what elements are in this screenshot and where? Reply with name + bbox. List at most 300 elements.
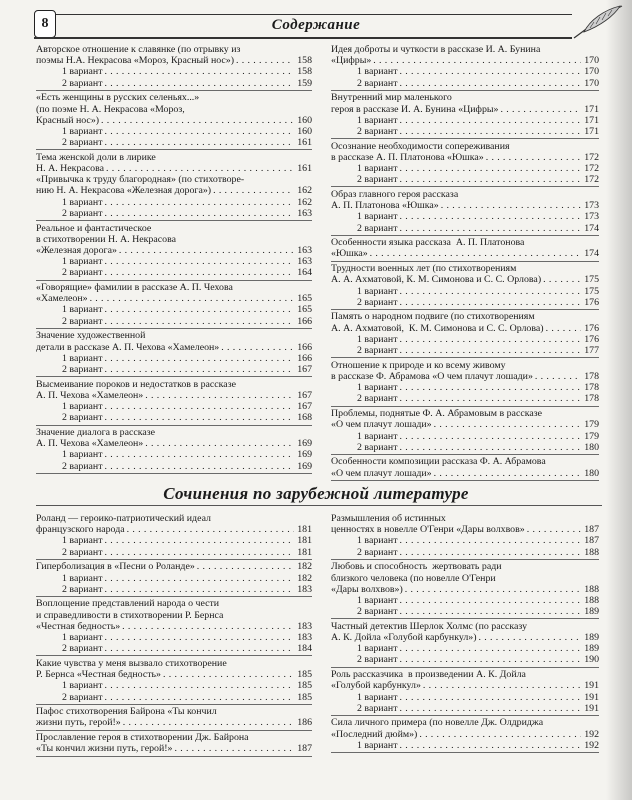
- toc-leader-dots: [105, 632, 294, 643]
- page-title: Содержание: [271, 17, 361, 33]
- toc-title-line: [36, 743, 312, 754]
- toc-title-line: [331, 237, 599, 248]
- toc-title-line: [331, 141, 599, 152]
- toc-text: 2 вариант: [357, 441, 398, 453]
- toc-page-number: 176: [584, 296, 599, 308]
- toc-leader-dots: [500, 104, 581, 115]
- toc-leader-dots: [105, 197, 294, 208]
- toc-text: 2 вариант: [357, 222, 398, 234]
- toc-leader-dots: [400, 126, 581, 137]
- toc-text: 1 вариант: [62, 535, 103, 547]
- toc-variant-line: [331, 126, 599, 137]
- toc-column-left-top: [36, 44, 312, 475]
- toc-leader-dots: [105, 449, 294, 460]
- toc-page-number: 188: [584, 583, 599, 595]
- toc-text: 2 вариант: [62, 77, 103, 89]
- toc-leader-dots: [105, 364, 294, 375]
- toc-variant-line: [331, 547, 599, 558]
- toc-title-line: [36, 561, 312, 572]
- toc-leader-dots: [405, 584, 581, 595]
- toc-text: (по поэме Н. А. Некрасова «Мороз,: [36, 103, 185, 115]
- toc-text: 1 вариант: [357, 739, 398, 751]
- toc-text: ценностях в новелле О'Генри «Дары волхвов»: [331, 524, 525, 536]
- toc-text: 1 вариант: [357, 211, 398, 223]
- toc-leader-dots: [105, 126, 294, 137]
- toc-title-line: [331, 200, 599, 211]
- toc-text: 1 вариант: [357, 66, 398, 78]
- toc-page-number: 192: [584, 739, 599, 751]
- toc-title-line: [36, 427, 312, 438]
- toc-text: Р. Бернса «Честная бедность»: [36, 669, 161, 681]
- toc-leader-dots: [105, 573, 294, 584]
- toc-leader-dots: [400, 703, 581, 714]
- toc-leader-dots: [419, 729, 581, 740]
- toc-variant-line: [36, 197, 312, 208]
- toc-variant-line: [331, 163, 599, 174]
- toc-text: Красный нос»): [36, 114, 100, 126]
- toc-text: Прославление героя в стихотворении Дж. Байрона: [36, 732, 249, 744]
- toc-page-number: 161: [297, 163, 312, 175]
- toc-text: близкого человека (по новелле О'Генри: [331, 572, 496, 584]
- toc-leader-dots: [105, 267, 294, 278]
- toc-variant-line: [331, 286, 599, 297]
- toc-leader-dots: [400, 345, 581, 356]
- toc-page-number: 177: [584, 345, 599, 357]
- toc-page-number: 183: [297, 583, 312, 595]
- toc-text: 1 вариант: [357, 594, 398, 606]
- toc-leader-dots: [213, 185, 294, 196]
- toc-leader-dots: [105, 304, 294, 315]
- toc-variant-line: [36, 547, 312, 558]
- toc-leader-dots: [105, 401, 294, 412]
- toc-entry: [331, 717, 599, 753]
- toc-page-number: 176: [584, 333, 599, 345]
- toc-leader-dots: [543, 274, 581, 285]
- toc-page-number: 165: [297, 293, 312, 305]
- toc-text: Любовь и способность жертвовать ради: [331, 561, 502, 573]
- toc-text: Частный детектив Шерлок Холмс (по рассказу: [331, 620, 528, 632]
- toc-page-number: 183: [297, 620, 312, 632]
- toc-title-line: [331, 621, 599, 632]
- toc-variant-line: [331, 78, 599, 89]
- toc-page-number: 178: [584, 393, 599, 405]
- toc-page-number: 164: [297, 267, 312, 279]
- toc-page-number: 163: [297, 244, 312, 256]
- toc-variant-line: [36, 126, 312, 137]
- toc-entry: [331, 360, 599, 407]
- toc-leader-dots: [105, 256, 294, 267]
- toc-leader-dots: [105, 66, 294, 77]
- toc-page-number: 160: [297, 125, 312, 137]
- toc-column-right-top: [331, 44, 599, 482]
- toc-entry: [36, 330, 312, 377]
- toc-entry: [36, 658, 312, 705]
- toc-page-number: 167: [297, 363, 312, 375]
- toc-leader-dots: [486, 152, 581, 163]
- toc-variant-line: [331, 345, 599, 356]
- toc-variant-line: [36, 256, 312, 267]
- toc-leader-dots: [434, 419, 581, 430]
- toc-title-line: [331, 263, 599, 274]
- toc-page-number: 163: [297, 207, 312, 219]
- toc-entry: [331, 44, 599, 91]
- toc-variant-line: [36, 304, 312, 315]
- toc-leader-dots: [400, 547, 581, 558]
- toc-text: французского народа: [36, 524, 125, 536]
- toc-text: 2 вариант: [62, 363, 103, 375]
- toc-variant-line: [331, 442, 599, 453]
- toc-text: в рассказе А. П. Платонова «Юшка»: [331, 151, 484, 163]
- toc-leader-dots: [400, 393, 581, 404]
- toc-variant-line: [36, 412, 312, 423]
- toc-text: 1 вариант: [62, 125, 103, 137]
- toc-leader-dots: [105, 692, 294, 703]
- toc-title-line: [36, 163, 312, 174]
- toc-variant-line: [331, 66, 599, 77]
- header-rule: [56, 14, 572, 15]
- toc-variant-line: [331, 643, 599, 654]
- toc-text: А. А. Ахматовой, К. М. Симонова и С. С. Орлова): [331, 322, 544, 334]
- toc-page-number: 171: [584, 114, 599, 126]
- toc-title-line: [331, 92, 599, 103]
- toc-leader-dots: [105, 78, 294, 89]
- toc-text: «Есть женщины в русских селеньях...»: [36, 92, 200, 104]
- toc-page-number: 173: [584, 200, 599, 212]
- toc-text: героя в рассказе И. А. Бунина «Цифры»: [331, 103, 499, 115]
- toc-title-line: [331, 573, 599, 584]
- toc-title-line: [331, 55, 599, 66]
- toc-variant-line: [331, 211, 599, 222]
- toc-title-line: [36, 282, 312, 293]
- toc-leader-dots: [400, 115, 581, 126]
- toc-page-number: 192: [584, 728, 599, 740]
- toc-variant-line: [36, 680, 312, 691]
- toc-text: Внутренний мир маленького: [331, 92, 452, 104]
- toc-page-number: 179: [584, 430, 599, 442]
- toc-text: «О чем плачут лошади»: [331, 419, 432, 431]
- toc-text: 1 вариант: [62, 352, 103, 364]
- toc-leader-dots: [105, 461, 294, 472]
- toc-page-number: 161: [297, 137, 312, 149]
- toc-variant-line: [36, 449, 312, 460]
- toc-leader-dots: [145, 438, 294, 449]
- toc-page-number: 170: [584, 66, 599, 78]
- toc-title-line: [36, 379, 312, 390]
- toc-entry: [331, 237, 599, 261]
- toc-variant-line: [36, 78, 312, 89]
- toc-title-line: [331, 360, 599, 371]
- toc-page-number: 172: [584, 163, 599, 175]
- toc-title-line: [331, 311, 599, 322]
- toc-page-number: 181: [297, 535, 312, 547]
- toc-leader-dots: [400, 334, 581, 345]
- toc-leader-dots: [441, 200, 581, 211]
- toc-leader-dots: [400, 692, 581, 703]
- toc-variant-line: [36, 401, 312, 412]
- toc-text: Пафос стихотворения Байрона «Ты кончил: [36, 706, 217, 718]
- toc-title-line: [36, 438, 312, 449]
- toc-text: Память о народном подвиге (по стихотворениям: [331, 311, 535, 323]
- toc-variant-line: [36, 208, 312, 219]
- toc-text: «Хамелеон»: [36, 293, 88, 305]
- toc-page-number: 171: [584, 125, 599, 137]
- toc-text: 2 вариант: [357, 174, 398, 186]
- toc-text: 2 вариант: [62, 691, 103, 703]
- toc-page-number: 191: [584, 680, 599, 692]
- toc-leader-dots: [400, 654, 581, 665]
- toc-text: 2 вариант: [62, 643, 103, 655]
- toc-text: 2 вариант: [357, 546, 398, 558]
- toc-text: Авторское отношение к славянке (по отрывку из: [36, 44, 241, 55]
- toc-leader-dots: [400, 286, 581, 297]
- toc-text: А. П. Чехова «Хамелеон»: [36, 389, 144, 401]
- toc-title-line: [331, 248, 599, 259]
- toc-text: 1 вариант: [62, 66, 103, 78]
- toc-variant-line: [331, 393, 599, 404]
- toc-leader-dots: [400, 163, 581, 174]
- toc-entry: [36, 513, 312, 560]
- toc-leader-dots: [105, 680, 294, 691]
- toc-title-line: [36, 234, 312, 245]
- toc-leader-dots: [119, 245, 294, 256]
- toc-text: 1 вариант: [357, 333, 398, 345]
- toc-title-line: [36, 245, 312, 256]
- toc-entry: [36, 92, 312, 150]
- toc-text: 2 вариант: [62, 267, 103, 279]
- toc-text: 2 вариант: [62, 412, 103, 424]
- toc-leader-dots: [400, 223, 581, 234]
- toc-title-line: [331, 524, 599, 535]
- toc-page-number: 171: [584, 103, 599, 115]
- toc-column-left-bottom: [36, 513, 312, 758]
- toc-title-line: [331, 104, 599, 115]
- toc-page-number: 188: [584, 546, 599, 558]
- toc-page-number: 185: [297, 669, 312, 681]
- toc-text: Гиперболизация в «Песни о Роланде»: [36, 561, 195, 573]
- toc-text: 2 вариант: [62, 583, 103, 595]
- toc-leader-dots: [163, 669, 294, 680]
- toc-leader-dots: [105, 584, 294, 595]
- toc-entry: [331, 456, 599, 480]
- toc-text: 1 вариант: [357, 163, 398, 175]
- toc-text: 2 вариант: [62, 315, 103, 327]
- toc-text: «О чем плачут лошади»: [331, 467, 432, 479]
- toc-entry: [36, 732, 312, 756]
- page-number: 8: [41, 16, 49, 31]
- toc-page-number: 184: [297, 643, 312, 655]
- toc-title-line: [36, 223, 312, 234]
- toc-text: Какие чувства у меня вызвало стихотворение: [36, 657, 227, 669]
- toc-page-number: 181: [297, 546, 312, 558]
- toc-title-line: [36, 390, 312, 401]
- toc-title-line: [331, 408, 599, 419]
- toc-text: 1 вариант: [62, 449, 103, 461]
- toc-title-line: [331, 468, 599, 479]
- toc-variant-line: [36, 573, 312, 584]
- toc-text: 2 вариант: [357, 654, 398, 666]
- toc-variant-line: [36, 584, 312, 595]
- toc-text: 1 вариант: [357, 114, 398, 126]
- toc-leader-dots: [400, 211, 581, 222]
- toc-text: А. К. Дойла «Голубой карбункул»): [331, 632, 477, 644]
- toc-variant-line: [36, 692, 312, 703]
- toc-text: и справедливости в стихотворении Р. Бернса: [36, 609, 224, 621]
- toc-title-line: [36, 330, 312, 341]
- toc-page-number: 190: [584, 654, 599, 666]
- toc-leader-dots: [400, 535, 581, 546]
- header-underline: [34, 37, 572, 39]
- toc-text: жизни путь, герой!»: [36, 717, 121, 729]
- toc-page-number: 162: [297, 185, 312, 197]
- toc-leader-dots: [400, 382, 581, 393]
- toc-leader-dots: [370, 248, 581, 259]
- toc-page-number: 185: [297, 680, 312, 692]
- toc-leader-dots: [535, 371, 581, 382]
- toc-leader-dots: [123, 717, 294, 728]
- toc-leader-dots: [221, 342, 294, 353]
- toc-text: Роланд — героико-патриотический идеал: [36, 513, 211, 524]
- toc-text: Идея доброты и чуткости в рассказе И. А. Бунина: [331, 44, 541, 55]
- toc-entry: [331, 189, 599, 236]
- toc-text: нию Н. А. Некрасова «Железная дорога»): [36, 185, 212, 197]
- toc-text: Тема женской доли в лирике: [36, 151, 156, 163]
- toc-leader-dots: [101, 115, 294, 126]
- toc-page-number: 191: [584, 691, 599, 703]
- toc-text: 1 вариант: [357, 285, 398, 297]
- toc-title-line: [36, 55, 312, 66]
- toc-leader-dots: [236, 55, 294, 66]
- toc-title-line: [36, 115, 312, 126]
- toc-page-number: 167: [297, 389, 312, 401]
- toc-column-right-bottom: [331, 513, 599, 755]
- toc-title-line: [331, 274, 599, 285]
- toc-text: поэмы Н.А. Некрасова «Мороз, Красный нос»): [36, 55, 235, 67]
- toc-page-number: 160: [297, 114, 312, 126]
- toc-leader-dots: [127, 524, 294, 535]
- toc-variant-line: [331, 535, 599, 546]
- toc-page-number: 181: [297, 524, 312, 536]
- toc-entry: [36, 44, 312, 91]
- toc-page-number: 187: [297, 743, 312, 755]
- toc-text: 1 вариант: [357, 691, 398, 703]
- toc-title-line: [36, 174, 312, 185]
- toc-title-line: [331, 729, 599, 740]
- toc-variant-line: [331, 334, 599, 345]
- toc-text: Воплощение представлений народа о чести: [36, 598, 220, 610]
- toc-variant-line: [331, 174, 599, 185]
- toc-page-number: 170: [584, 77, 599, 89]
- toc-text: Реальное и фантастическое: [36, 222, 152, 234]
- toc-title-line: [331, 513, 599, 524]
- toc-leader-dots: [400, 740, 581, 751]
- toc-page-number: 170: [584, 55, 599, 67]
- toc-title-line: [36, 44, 312, 55]
- toc-text: 1 вариант: [357, 382, 398, 394]
- toc-page-number: 191: [584, 702, 599, 714]
- toc-text: Трудности военных лет (по стихотворениям: [331, 263, 517, 275]
- toc-entry: [36, 561, 312, 597]
- toc-page-number: 189: [584, 606, 599, 618]
- toc-entry: [331, 263, 599, 310]
- toc-title-line: [331, 152, 599, 163]
- toc-title-line: [36, 706, 312, 717]
- toc-title-line: [36, 152, 312, 163]
- toc-page-number: 173: [584, 211, 599, 223]
- toc-text: 2 вариант: [357, 606, 398, 618]
- toc-text: Отношение к природе и ко всему живому: [331, 359, 506, 371]
- toc-page-number: 178: [584, 370, 599, 382]
- toc-variant-line: [331, 223, 599, 234]
- toc-entry: [36, 223, 312, 281]
- toc-title-line: [36, 185, 312, 196]
- toc-entry: [36, 706, 312, 730]
- toc-text: 2 вариант: [357, 345, 398, 357]
- toc-variant-line: [331, 431, 599, 442]
- toc-page-number: 168: [297, 412, 312, 424]
- toc-page-number: 172: [584, 174, 599, 186]
- toc-text: «Последний дюйм»): [331, 728, 418, 740]
- toc-text: «Голубой карбункул»: [331, 680, 421, 692]
- toc-text: 2 вариант: [357, 702, 398, 714]
- toc-title-line: [331, 561, 599, 572]
- toc-title-line: [331, 371, 599, 382]
- toc-text: 2 вариант: [357, 296, 398, 308]
- toc-variant-line: [36, 353, 312, 364]
- toc-variant-line: [331, 654, 599, 665]
- toc-page-number: 159: [297, 77, 312, 89]
- toc-entry: [331, 311, 599, 358]
- toc-page-number: 185: [297, 691, 312, 703]
- toc-text: «Честная бедность»: [36, 620, 121, 632]
- toc-leader-dots: [105, 208, 294, 219]
- toc-page-number: 183: [297, 632, 312, 644]
- toc-entry: [36, 427, 312, 474]
- toc-leader-dots: [400, 297, 581, 308]
- toc-text: Особенности языка рассказа А. П. Платонова: [331, 237, 525, 249]
- toc-leader-dots: [90, 293, 294, 304]
- toc-leader-dots: [400, 431, 581, 442]
- toc-variant-line: [331, 703, 599, 714]
- toc-text: 1 вариант: [62, 196, 103, 208]
- toc-entry: [331, 621, 599, 668]
- toc-text: 1 вариант: [357, 430, 398, 442]
- toc-page-number: 182: [297, 572, 312, 584]
- toc-variant-line: [331, 115, 599, 126]
- toc-leader-dots: [105, 643, 294, 654]
- toc-text: 2 вариант: [357, 125, 398, 137]
- toc-text: Образ главного героя рассказа: [331, 188, 459, 200]
- toc-page-number: 166: [297, 352, 312, 364]
- toc-page-number: 165: [297, 304, 312, 316]
- toc-title-line: [36, 513, 312, 524]
- toc-page-number: 182: [297, 561, 312, 573]
- toc-text: 2 вариант: [357, 393, 398, 405]
- toc-text: «Юшка»: [331, 248, 368, 260]
- toc-leader-dots: [400, 606, 581, 617]
- toc-text: 2 вариант: [357, 77, 398, 89]
- toc-variant-line: [36, 267, 312, 278]
- toc-title-line: [36, 717, 312, 728]
- toc-entry: [36, 282, 312, 329]
- toc-title-line: [36, 92, 312, 103]
- toc-variant-line: [331, 606, 599, 617]
- toc-leader-dots: [546, 323, 581, 334]
- toc-leader-dots: [373, 55, 581, 66]
- toc-page-number: 176: [584, 322, 599, 334]
- toc-page-number: 158: [297, 55, 312, 67]
- toc-page-number: 169: [297, 460, 312, 472]
- toc-variant-line: [36, 643, 312, 654]
